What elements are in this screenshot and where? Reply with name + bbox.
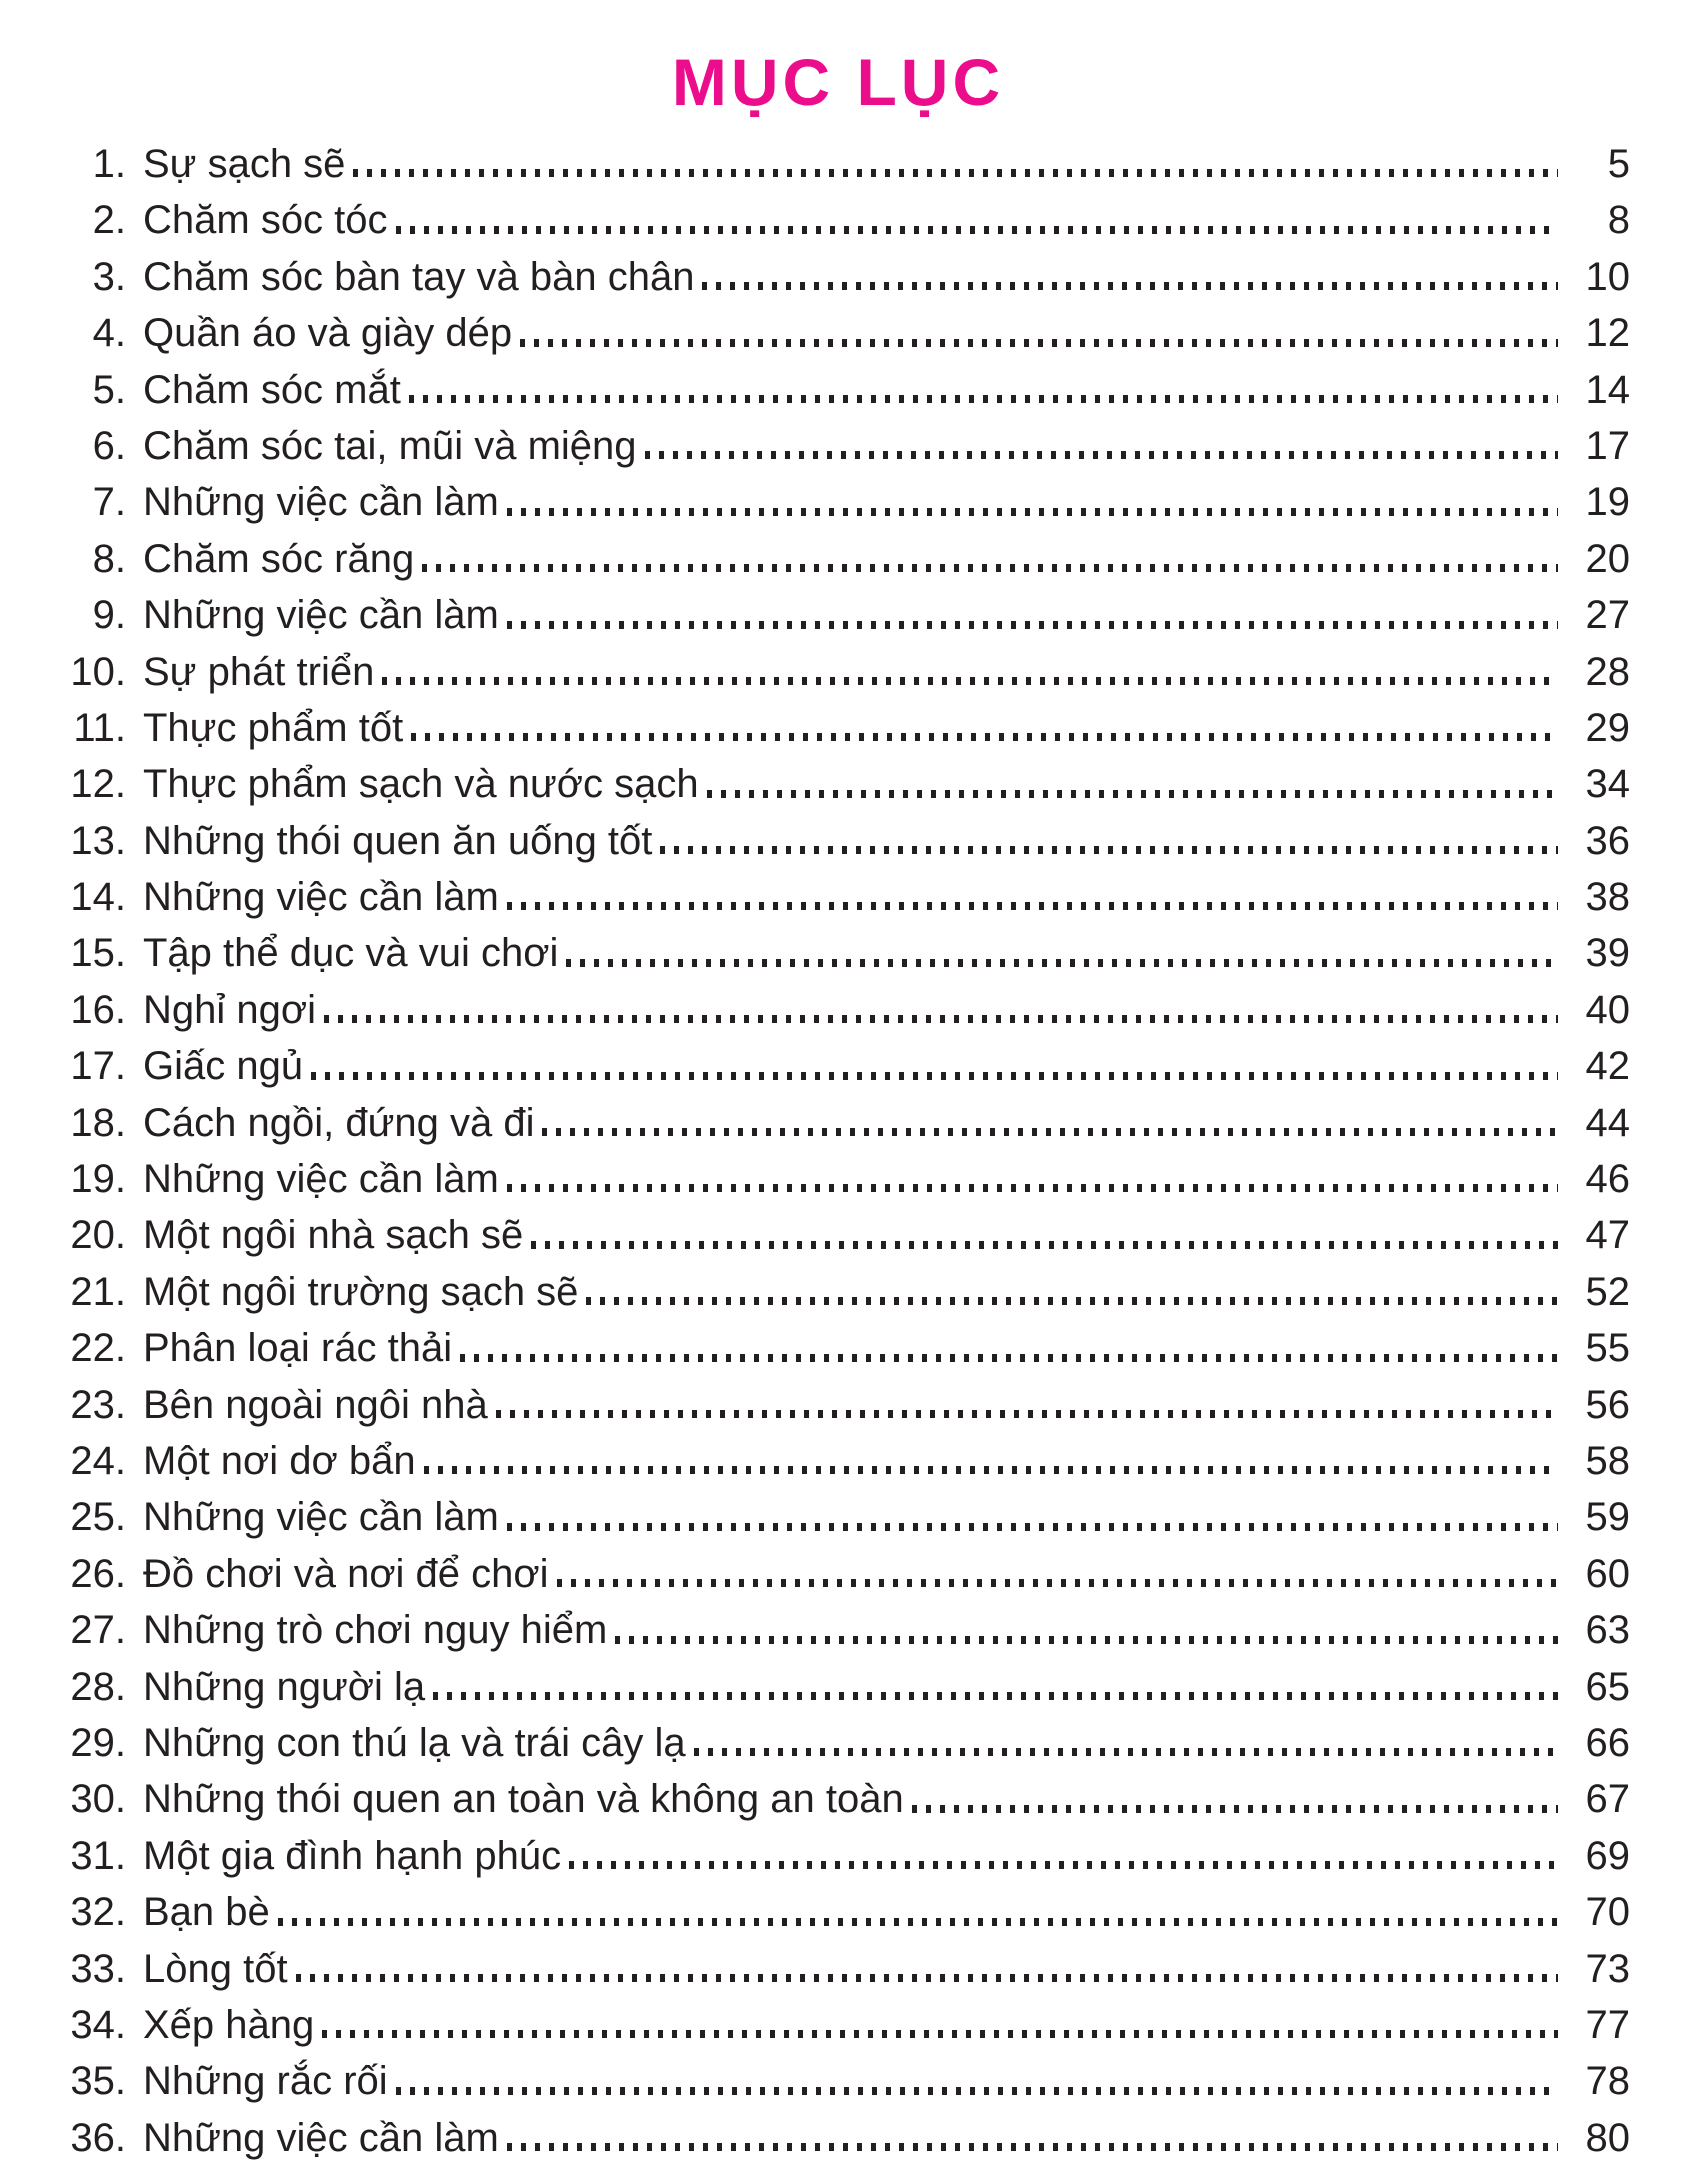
toc-entry-page: 77 bbox=[1585, 2002, 1630, 2047]
dot-leader-icon bbox=[520, 305, 1558, 361]
toc-entry-page: 46 bbox=[1585, 1157, 1630, 1202]
toc-entry-number: 11. bbox=[73, 705, 126, 750]
toc-entry-number: 4. bbox=[92, 311, 126, 356]
toc-entry bbox=[46, 2053, 1630, 2109]
toc-entry-number: 35. bbox=[70, 2059, 126, 2104]
toc-entry-number: 28. bbox=[70, 1664, 126, 1709]
dot-leader-icon bbox=[542, 1095, 1558, 1151]
toc-entry bbox=[46, 1320, 1630, 1376]
dot-leader-icon bbox=[507, 474, 1558, 530]
toc-entry-title: Một gia đình hạnh phúc bbox=[143, 1833, 562, 1878]
toc-entry-page: 5 bbox=[1607, 142, 1630, 186]
toc-entry bbox=[46, 136, 1630, 192]
toc-entry-page: 17 bbox=[1585, 423, 1630, 468]
toc-entry-page: 39 bbox=[1585, 931, 1630, 976]
toc-entry-title: Những việc cần làm bbox=[143, 593, 499, 638]
toc-entry-number: 7. bbox=[92, 480, 126, 525]
toc-entry-number: 10. bbox=[70, 649, 126, 694]
toc-entry-title: Chăm sóc bàn tay và bàn chân bbox=[143, 254, 695, 299]
toc-entry-number: 3. bbox=[92, 254, 126, 299]
toc-entry-title: Sự phát triển bbox=[143, 649, 375, 694]
dot-leader-icon bbox=[912, 1771, 1558, 1827]
toc-entry-number: 15. bbox=[70, 931, 126, 976]
toc-entry-page: 60 bbox=[1585, 1551, 1630, 1596]
toc-entry bbox=[46, 1941, 1630, 1997]
toc-entry-page: 19 bbox=[1585, 480, 1630, 525]
toc-entry-title: Chăm sóc tóc bbox=[143, 198, 388, 243]
toc-entry bbox=[46, 644, 1630, 700]
toc-entry-page: 73 bbox=[1585, 1946, 1630, 1991]
toc-entry bbox=[46, 1207, 1630, 1263]
toc-entry-page: 38 bbox=[1585, 875, 1630, 920]
toc-entry-title: Những việc cần làm bbox=[143, 875, 499, 920]
page-title: MỤC LỤC bbox=[671, 45, 1005, 119]
toc-list bbox=[46, 136, 1630, 2166]
toc-entry-number: 27. bbox=[70, 1608, 126, 1653]
toc-entry-page: 80 bbox=[1585, 2115, 1630, 2160]
toc-entry bbox=[46, 982, 1630, 1038]
dot-leader-icon bbox=[460, 1320, 1558, 1376]
dot-leader-icon bbox=[396, 192, 1558, 248]
toc-entry-page: 56 bbox=[1585, 1382, 1630, 1427]
toc-entry-title: Những việc cần làm bbox=[143, 1157, 499, 1202]
toc-entry-number: 24. bbox=[70, 1438, 126, 1483]
toc-entry-title: Lòng tốt bbox=[143, 1946, 288, 1991]
dot-leader-icon bbox=[694, 1715, 1558, 1771]
toc-entry bbox=[46, 1771, 1630, 1827]
toc-entry-page: 28 bbox=[1585, 649, 1630, 694]
toc-entry-title: Nghỉ ngơi bbox=[143, 987, 316, 1032]
dot-leader-icon bbox=[409, 362, 1558, 418]
toc-entry-title: Phân loại rác thải bbox=[143, 1326, 453, 1371]
toc-entry-title: Những việc cần làm bbox=[143, 2115, 499, 2160]
dot-leader-icon bbox=[557, 1546, 1558, 1602]
toc-entry-number: 17. bbox=[70, 1044, 126, 1089]
toc-entry bbox=[46, 1828, 1630, 1884]
toc-entry bbox=[46, 1997, 1630, 2053]
dot-leader-icon bbox=[531, 1207, 1558, 1263]
toc-entry-title: Chăm sóc răng bbox=[143, 536, 415, 581]
toc-entry-title: Những việc cần làm bbox=[143, 480, 499, 525]
dot-leader-icon bbox=[507, 1151, 1558, 1207]
toc-entry-page: 65 bbox=[1585, 1664, 1630, 1709]
toc-entry-number: 19. bbox=[70, 1157, 126, 1202]
toc-entry-page: 63 bbox=[1585, 1608, 1630, 1653]
toc-entry-title: Bạn bè bbox=[143, 1890, 270, 1935]
toc-entry-title: Bên ngoài ngôi nhà bbox=[143, 1382, 488, 1427]
toc-entry bbox=[46, 1602, 1630, 1658]
toc-entry-page: 34 bbox=[1585, 762, 1630, 807]
toc-entry-title: Xếp hàng bbox=[143, 2002, 315, 2047]
toc-entry-title: Những trò chơi nguy hiểm bbox=[143, 1608, 608, 1653]
toc-entry-number: 21. bbox=[70, 1269, 126, 1314]
toc-entry-title: Một ngôi trường sạch sẽ bbox=[143, 1269, 579, 1314]
toc-entry-number: 1. bbox=[92, 142, 126, 186]
dot-leader-icon bbox=[322, 1997, 1558, 2053]
dot-leader-icon bbox=[507, 2110, 1558, 2166]
dot-leader-icon bbox=[507, 1489, 1558, 1545]
toc-entry-number: 5. bbox=[92, 367, 126, 412]
dot-leader-icon bbox=[278, 1884, 1558, 1940]
toc-entry-title: Chăm sóc tai, mũi và miệng bbox=[143, 423, 637, 468]
toc-entry bbox=[46, 813, 1630, 869]
toc-entry bbox=[46, 305, 1630, 361]
dot-leader-icon bbox=[382, 644, 1558, 700]
toc-entry bbox=[46, 1659, 1630, 1715]
toc-entry-title: Thực phẩm tốt bbox=[143, 705, 404, 750]
toc-entry bbox=[46, 1264, 1630, 1320]
dot-leader-icon bbox=[296, 1941, 1558, 1997]
dot-leader-icon bbox=[645, 418, 1558, 474]
toc-entry-number: 31. bbox=[70, 1833, 126, 1878]
dot-leader-icon bbox=[424, 1433, 1558, 1489]
dot-leader-icon bbox=[422, 531, 1558, 587]
toc-entry-page: 59 bbox=[1585, 1495, 1630, 1540]
toc-entry-number: 13. bbox=[70, 818, 126, 863]
toc-entry-title: Một nơi dơ bẩn bbox=[143, 1438, 416, 1483]
toc-entry-number: 14. bbox=[70, 875, 126, 920]
dot-leader-icon bbox=[702, 249, 1558, 305]
toc-entry-page: 27 bbox=[1585, 593, 1630, 638]
toc-entry bbox=[46, 192, 1630, 248]
dot-leader-icon bbox=[586, 1264, 1558, 1320]
toc-entry bbox=[46, 1884, 1630, 1940]
toc-entry-title: Những người lạ bbox=[143, 1664, 426, 1709]
toc-entry bbox=[46, 531, 1630, 587]
toc-entry-title: Những việc cần làm bbox=[143, 1495, 499, 1540]
dot-leader-icon bbox=[353, 136, 1558, 192]
toc-entry bbox=[46, 1151, 1630, 1207]
dot-leader-icon bbox=[507, 869, 1558, 925]
toc-entry-number: 6. bbox=[92, 423, 126, 468]
toc-entry-page: 36 bbox=[1585, 818, 1630, 863]
dot-leader-icon bbox=[324, 982, 1558, 1038]
toc-entry-page: 55 bbox=[1585, 1326, 1630, 1371]
toc-entry-title: Những con thú lạ và trái cây lạ bbox=[143, 1720, 686, 1765]
toc-entry bbox=[46, 587, 1630, 643]
toc-entry-page: 78 bbox=[1585, 2059, 1630, 2104]
toc-entry-number: 18. bbox=[70, 1100, 126, 1145]
dot-leader-icon bbox=[396, 2053, 1558, 2109]
toc-entry-number: 25. bbox=[70, 1495, 126, 1540]
toc-entry-number: 16. bbox=[70, 987, 126, 1032]
toc-entry-page: 29 bbox=[1585, 705, 1630, 750]
dot-leader-icon bbox=[660, 813, 1558, 869]
toc-entry-title: Giấc ngủ bbox=[143, 1044, 304, 1089]
toc-entry-number: 30. bbox=[70, 1777, 126, 1822]
toc-entry-number: 32. bbox=[70, 1890, 126, 1935]
toc-entry bbox=[46, 474, 1630, 530]
toc-entry bbox=[46, 1377, 1630, 1433]
toc-entry-page: 14 bbox=[1585, 367, 1630, 412]
toc-entry-page: 8 bbox=[1607, 198, 1630, 243]
toc-entry-title: Cách ngồi, đứng và đi bbox=[143, 1100, 535, 1145]
toc-entry-title: Những rắc rối bbox=[143, 2059, 388, 2104]
toc-entry-page: 20 bbox=[1585, 536, 1630, 581]
toc-entry-number: 34. bbox=[70, 2002, 126, 2047]
toc-entry-page: 70 bbox=[1585, 1890, 1630, 1935]
toc-entry bbox=[46, 1715, 1630, 1771]
toc-entry bbox=[46, 1433, 1630, 1489]
toc-entry bbox=[46, 1095, 1630, 1151]
toc-entry bbox=[46, 362, 1630, 418]
toc-entry-page: 69 bbox=[1585, 1833, 1630, 1878]
toc-entry-number: 2. bbox=[92, 198, 126, 243]
toc-entry-title: Những thói quen an toàn và không an toàn bbox=[143, 1777, 904, 1822]
dot-leader-icon bbox=[707, 756, 1558, 812]
dot-leader-icon bbox=[507, 587, 1558, 643]
toc-entry bbox=[46, 1038, 1630, 1094]
dot-leader-icon bbox=[569, 1828, 1558, 1884]
toc-entry-number: 8. bbox=[92, 536, 126, 581]
toc-entry-number: 36. bbox=[70, 2115, 126, 2160]
toc-entry-number: 9. bbox=[92, 593, 126, 638]
toc-entry-page: 44 bbox=[1585, 1100, 1630, 1145]
toc-entry-number: 20. bbox=[70, 1213, 126, 1258]
toc-entry-page: 12 bbox=[1585, 311, 1630, 356]
toc-entry bbox=[46, 756, 1630, 812]
toc-entry-title: Một ngôi nhà sạch sẽ bbox=[143, 1213, 524, 1258]
toc-entry bbox=[46, 418, 1630, 474]
toc-entry bbox=[46, 925, 1630, 981]
toc-entry-number: 29. bbox=[70, 1720, 126, 1765]
toc-entry-page: 47 bbox=[1585, 1213, 1630, 1258]
dot-leader-icon bbox=[496, 1377, 1558, 1433]
toc-entry bbox=[46, 869, 1630, 925]
toc-entry-page: 52 bbox=[1585, 1269, 1630, 1314]
toc-entry bbox=[46, 249, 1630, 305]
toc-entry bbox=[46, 700, 1630, 756]
toc-entry bbox=[46, 1546, 1630, 1602]
toc-entry-page: 10 bbox=[1585, 254, 1630, 299]
dot-leader-icon bbox=[615, 1602, 1558, 1658]
toc-entry-title: Quần áo và giày dép bbox=[143, 311, 513, 356]
toc-entry-title: Đồ chơi và nơi để chơi bbox=[143, 1551, 549, 1596]
toc-entry-title: Những thói quen ăn uống tốt bbox=[143, 818, 653, 863]
toc-entry-title: Sự sạch sẽ bbox=[143, 142, 346, 186]
dot-leader-icon bbox=[433, 1659, 1558, 1715]
toc-entry-number: 22. bbox=[70, 1326, 126, 1371]
toc-entry bbox=[46, 2110, 1630, 2166]
toc-entry-page: 66 bbox=[1585, 1720, 1630, 1765]
toc-entry-title: Tập thể dục và vui chơi bbox=[143, 931, 559, 976]
toc-entry-number: 23. bbox=[70, 1382, 126, 1427]
toc-entry-number: 26. bbox=[70, 1551, 126, 1596]
dot-leader-icon bbox=[311, 1038, 1558, 1094]
toc-entry-title: Chăm sóc mắt bbox=[143, 367, 401, 412]
toc-entry-title: Thực phẩm sạch và nước sạch bbox=[143, 762, 699, 807]
toc-entry-number: 12. bbox=[70, 762, 126, 807]
toc-entry-page: 42 bbox=[1585, 1044, 1630, 1089]
dot-leader-icon bbox=[566, 925, 1558, 981]
toc-entry-page: 58 bbox=[1585, 1438, 1630, 1483]
toc-entry-number: 33. bbox=[70, 1946, 126, 1991]
toc-entry-page: 67 bbox=[1585, 1777, 1630, 1822]
dot-leader-icon bbox=[411, 700, 1558, 756]
toc-entry bbox=[46, 1489, 1630, 1545]
toc-entry-page: 40 bbox=[1585, 987, 1630, 1032]
